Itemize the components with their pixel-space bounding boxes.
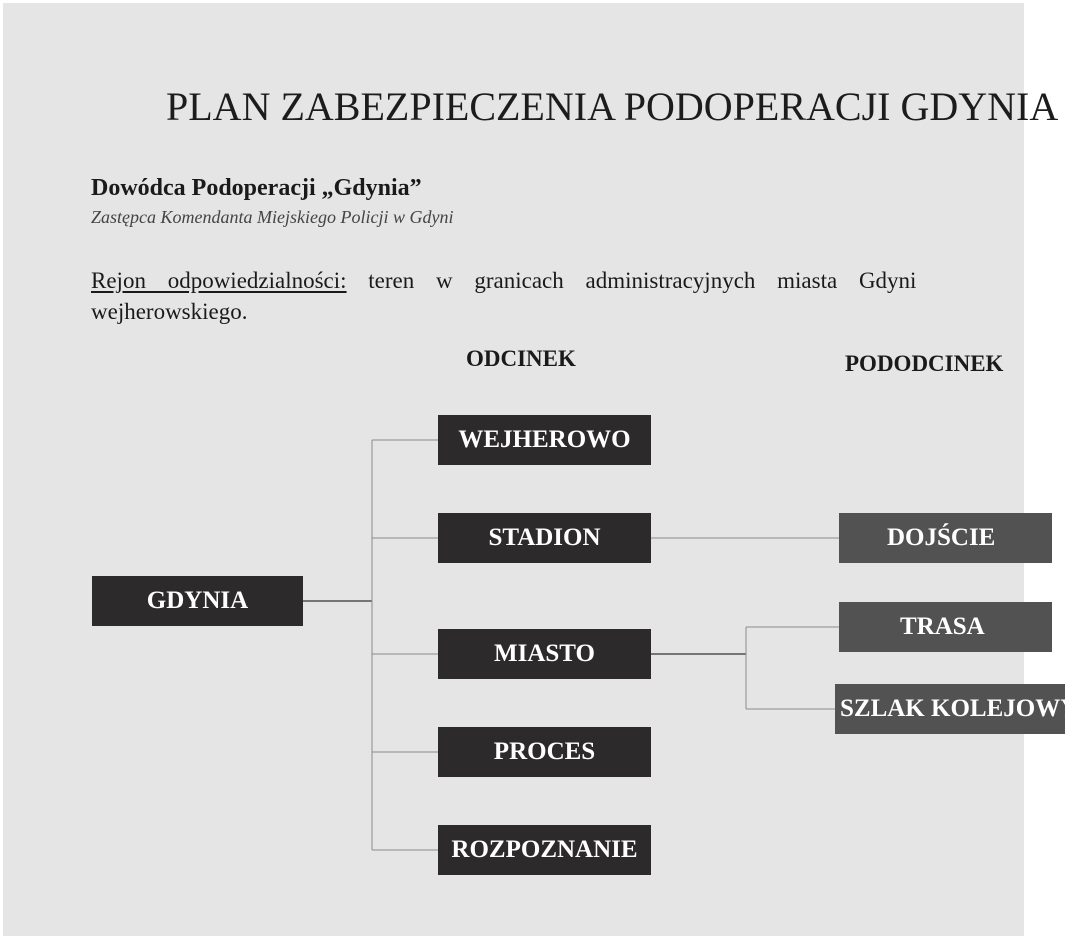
node-odcinek-1: WEJHEROWO (438, 415, 651, 465)
page-title: PLAN ZABEZPIECZENIA PODOPERACJI GDYNIA (166, 84, 1059, 129)
node-odcinek-2: STADION (438, 513, 651, 563)
area-text-line-1: teren w granicach administracyjnych miasta Gdyni (368, 268, 917, 293)
node-root: GDYNIA (92, 576, 303, 626)
node-odcinek-4: PROCES (438, 727, 651, 777)
node-odcinek-3: MIASTO (438, 629, 651, 679)
area-label: Rejon odpowiedzialności: (91, 268, 347, 293)
column-header-pododcinek: PODODCINEK (845, 351, 1004, 376)
node-pododcinek-1: DOJŚCIE (839, 513, 1052, 563)
commander-role: Zastępca Komendanta Miejskiego Policji w Gdyni (91, 207, 454, 227)
diagram-connectors (3, 3, 1024, 936)
area-text-line-2: wejherowskiego. (91, 299, 248, 324)
commander-name: Dowódca Podoperacji „Gdynia” (91, 175, 422, 201)
column-header-odcinek: ODCINEK (466, 346, 576, 371)
node-pododcinek-3: SZLAK KOLEJOWY (835, 684, 1065, 734)
node-odcinek-5: ROZPOZNANIE (438, 825, 651, 875)
document-sheet (3, 3, 1078, 936)
node-pododcinek-2: TRASA (839, 602, 1052, 652)
